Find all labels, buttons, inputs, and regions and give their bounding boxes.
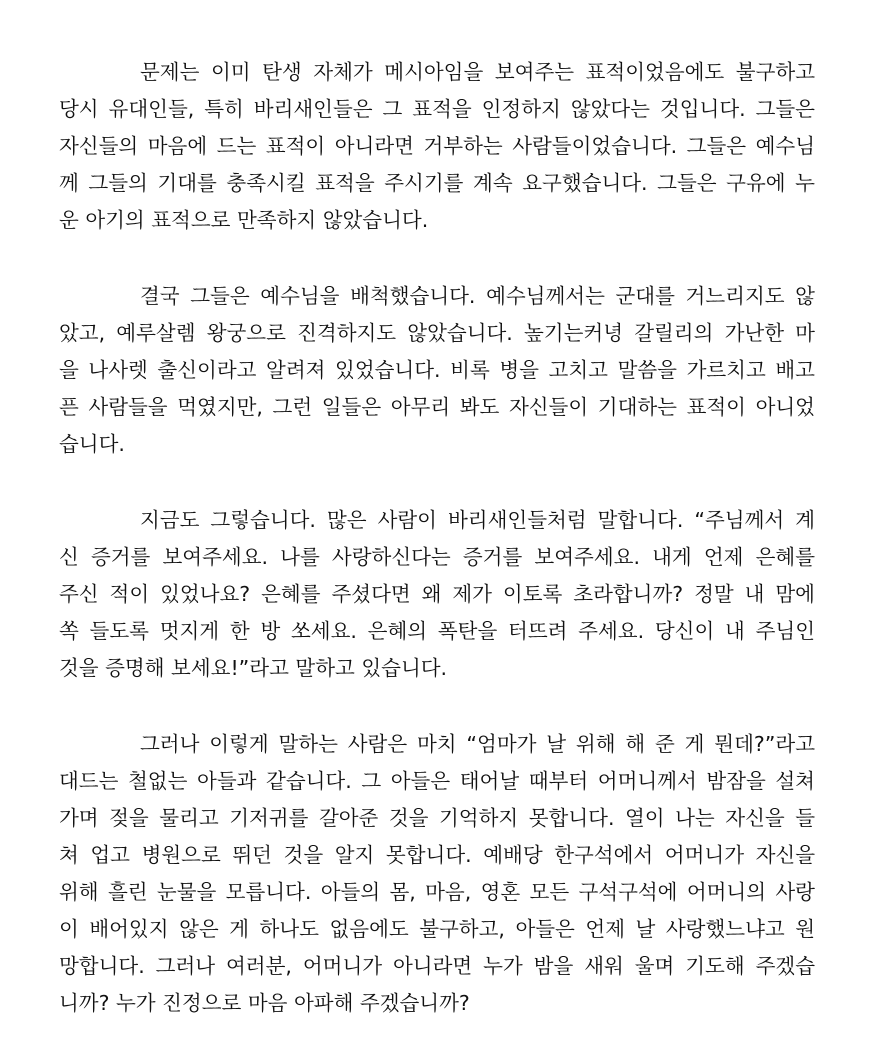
text-line: 운 아기의 표적으로 만족하지 않았습니다.	[59, 208, 429, 232]
text-line: 대드는 철없는 아들과 같습니다. 그 아들은 태어날 때부터 어머니께서 밤잠을 설쳐	[59, 769, 815, 793]
paragraph-1	[59, 54, 815, 239]
text-line: 문제는 이미 탄생 자체가 메시아임을 보여주는 표적이었음에도 불구하고	[140, 60, 815, 84]
text-line: 습니다.	[59, 432, 125, 456]
text-line: 쳐 업고 병원으로 뛰던 것을 알지 못합니다. 예배당 한구석에서 어머니가 자신을	[59, 843, 815, 867]
text-line: 그러나 이렇게 말하는 사람은 마치 “엄마가 날 위해 해 준 게 뭔데?”라고	[140, 732, 815, 756]
text-line: 니까? 누가 진정으로 마음 아파해 주겠습니까?	[59, 991, 470, 1015]
text-line: 께 그들의 기대를 충족시킬 표적을 주시기를 계속 요구했습니다. 그들은 구유에 누	[59, 171, 815, 195]
paragraph-3	[59, 502, 815, 687]
text-line: 을 나사렛 출신이라고 알려져 있었습니다. 비록 병을 고치고 말씀을 가르치고 배고	[59, 358, 815, 382]
text-line: 픈 사람들을 먹였지만, 그런 일들은 아무리 봐도 자신들이 기대하는 표적이 아니었	[59, 395, 815, 419]
text-line: 지금도 그렇습니다. 많은 사람이 바리새인들처럼 말합니다. “주님께서 계	[140, 508, 815, 532]
text-line: 당시 유대인들, 특히 바리새인들은 그 표적을 인정하지 않았다는 것입니다. 그들은	[59, 97, 815, 121]
text-line: 쏙 들도록 멋지게 한 방 쏘세요. 은혜의 폭탄을 터뜨려 주세요. 당신이 내 주님인	[59, 619, 815, 643]
text-line: 신 증거를 보여주세요. 나를 사랑하신다는 증거를 보여주세요. 내게 언제 은혜를	[59, 545, 815, 569]
text-line: 이 배어있지 않은 게 하나도 없음에도 불구하고, 아들은 언제 날 사랑했느냐고 원	[59, 917, 815, 941]
text-line: 자신들의 마음에 드는 표적이 아니라면 거부하는 사람들이었습니다. 그들은 예수님	[59, 134, 815, 158]
text-line: 주신 적이 있었나요? 은혜를 주셨다면 왜 제가 이토록 초라합니까? 정말 내 맘에	[59, 582, 815, 606]
text-line: 망합니다. 그러나 여러분, 어머니가 아니라면 누가 밤을 새워 울며 기도해 주겠습	[59, 954, 816, 978]
paragraph-4	[59, 726, 815, 1022]
text-line: 위해 흘린 눈물을 모릅니다. 아들의 몸, 마음, 영혼 모든 구석구석에 어머니의 사랑	[59, 880, 815, 904]
text-line: 결국 그들은 예수님을 배척했습니다. 예수님께서는 군대를 거느리지도 않	[140, 284, 815, 308]
document-page	[59, 54, 815, 1061]
text-line: 았고, 예루살렘 왕궁으로 진격하지도 않았습니다. 높기는커녕 갈릴리의 가난한 마	[59, 321, 815, 345]
paragraph-2	[59, 278, 815, 463]
text-line: 것을 증명해 보세요!”라고 말하고 있습니다.	[59, 656, 448, 680]
text-line: 가며 젖을 물리고 기저귀를 갈아준 것을 기억하지 못합니다. 열이 나는 자신을 들	[59, 806, 816, 830]
